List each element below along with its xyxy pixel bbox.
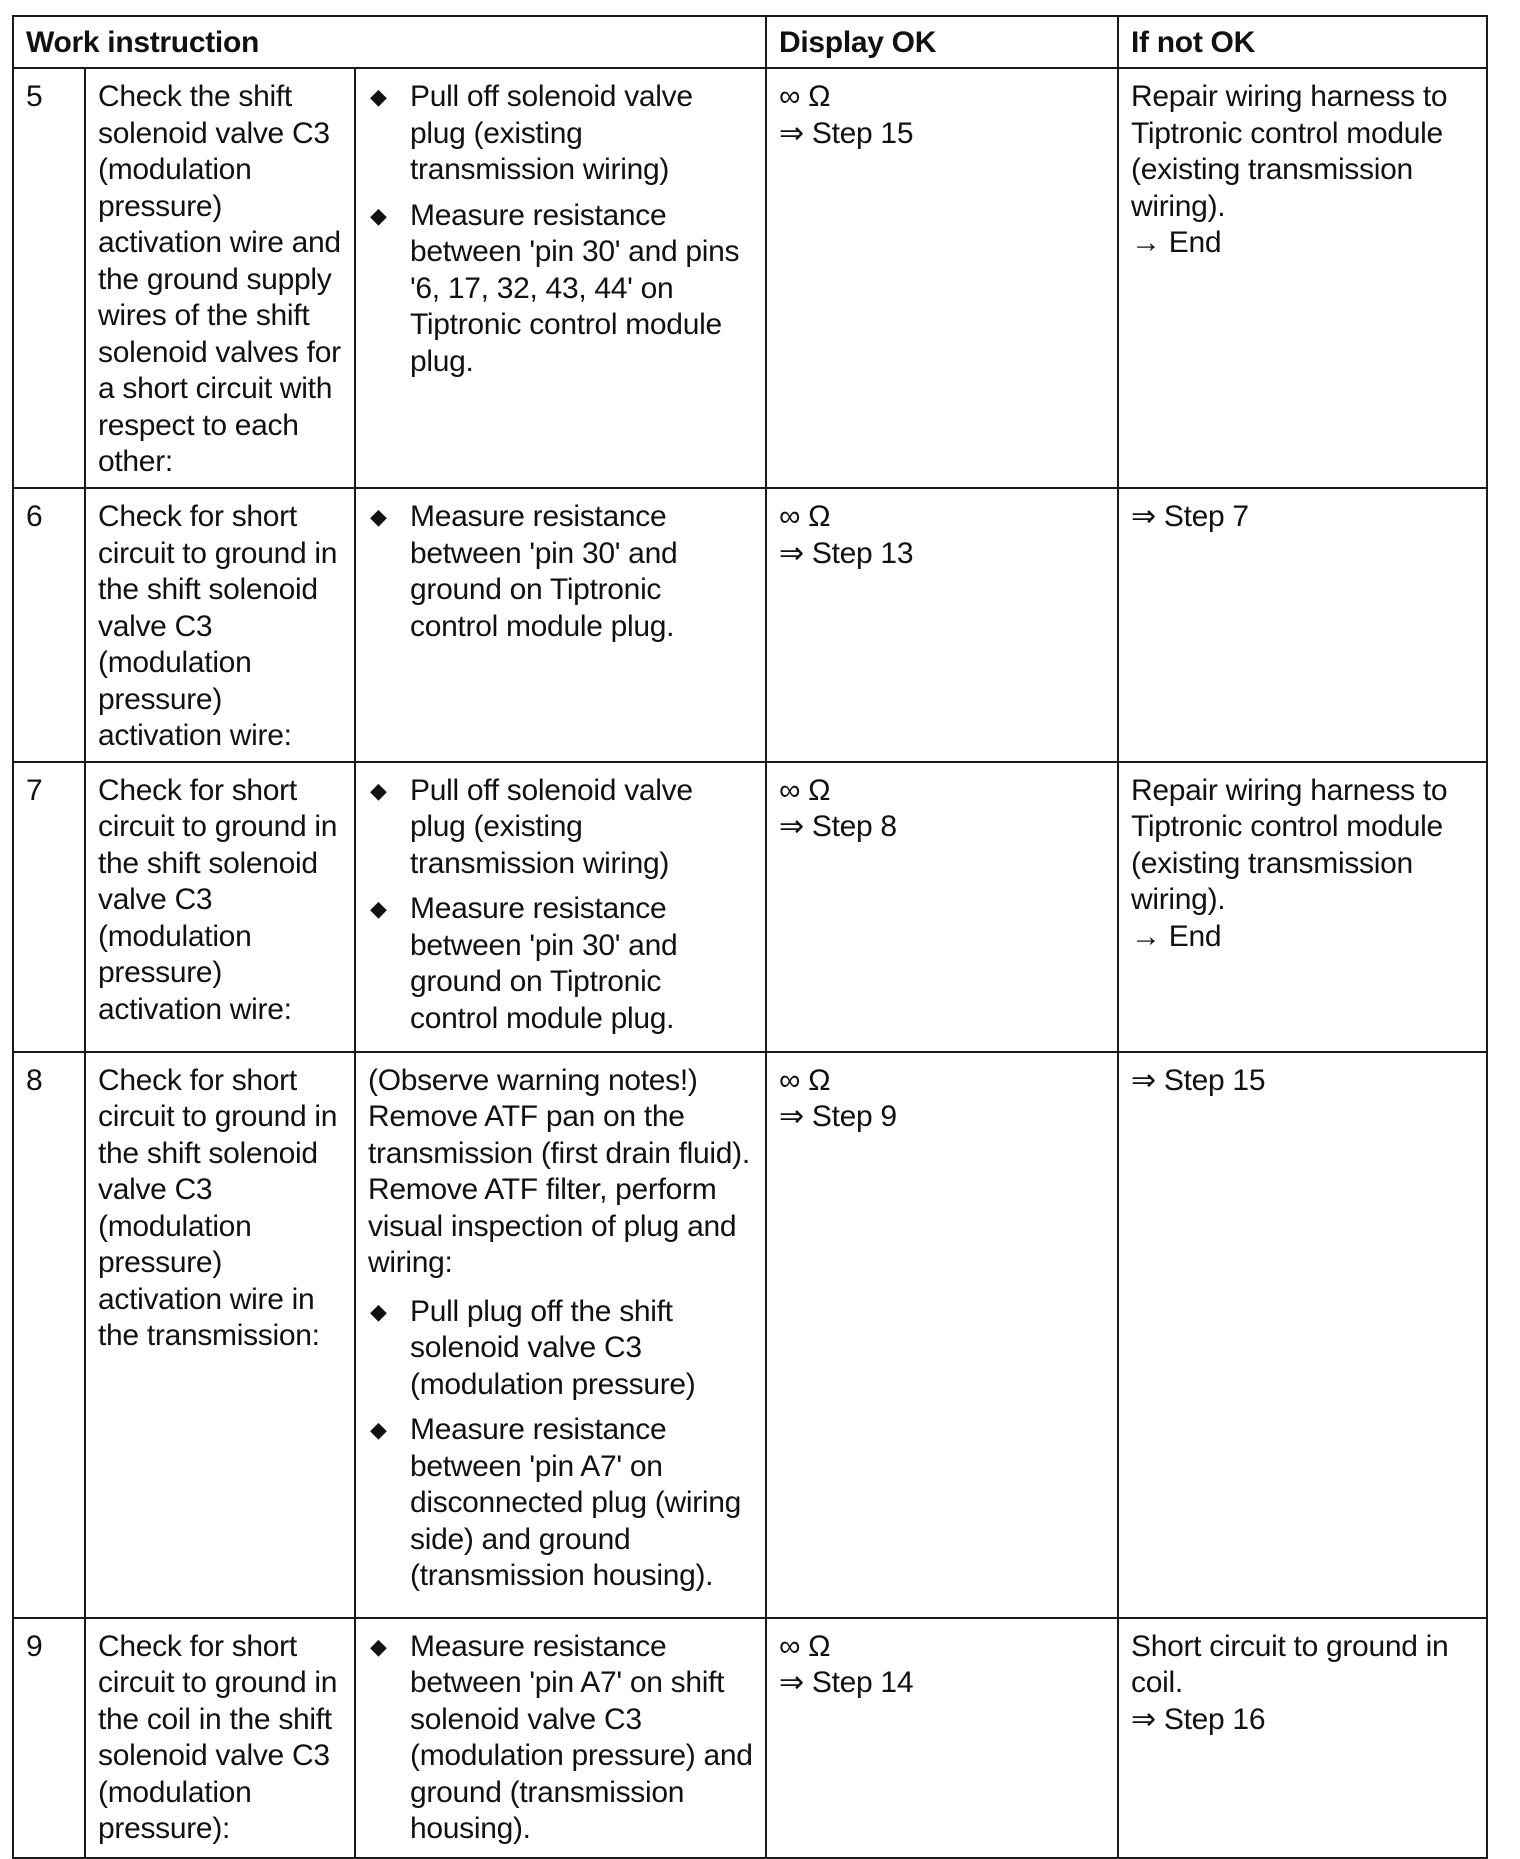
procedure-list xyxy=(368,773,753,1038)
if-not-ok-next-step: → End xyxy=(1131,919,1222,953)
procedure-cell xyxy=(355,1052,766,1618)
display-ok-cell xyxy=(766,68,1118,488)
step-number: 8 xyxy=(13,1052,85,1618)
procedure-list xyxy=(368,499,753,645)
display-ok-next-step: ⇒ Step 15 xyxy=(779,116,914,150)
display-ok-cell xyxy=(766,1052,1118,1618)
table-header-row xyxy=(13,16,1487,68)
procedure-list xyxy=(368,1294,753,1595)
if-not-ok-next-step: ⇒ Step 15 xyxy=(1131,1063,1266,1097)
list-item: ◆ Pull off solenoid valve plug (existing transmission wiring) xyxy=(370,773,693,880)
display-ok-cell xyxy=(766,762,1118,1052)
work-instruction-table xyxy=(12,15,1488,1859)
diamond-bullet-icon: ◆ xyxy=(370,1298,387,1324)
if-not-ok-action: Repair wiring harness to Tiptronic control module (existing transmission wiring). xyxy=(1131,773,1448,916)
step-number: 9 xyxy=(13,1618,85,1858)
if-not-ok-cell xyxy=(1118,1618,1487,1858)
procedure-cell xyxy=(355,762,766,1052)
procedure-list xyxy=(368,79,753,380)
procedure-list xyxy=(368,1629,753,1848)
header-if-not-ok: If not OK xyxy=(1118,16,1487,68)
display-ok-next-step: ⇒ Step 14 xyxy=(779,1666,914,1699)
work-instruction-page xyxy=(12,15,1488,1859)
if-not-ok-next-step: ⇒ Step 7 xyxy=(1131,500,1249,533)
list-item: ◆ Measure resistance between 'pin 30' and ground on Tiptronic control module plug. xyxy=(370,500,678,643)
if-not-ok-cell xyxy=(1118,488,1487,762)
if-not-ok-next-step: → End xyxy=(1131,226,1222,259)
display-ok-value: ∞ Ω xyxy=(779,500,831,533)
list-item: ◆ Measure resistance between 'pin 30' and pins '6, 17, 32, 43, 44' on Tiptronic control module plug. xyxy=(370,198,740,378)
display-ok-value: ∞ Ω xyxy=(779,80,831,113)
display-ok-value: ∞ Ω xyxy=(779,1629,831,1663)
diamond-bullet-icon: ◆ xyxy=(370,1417,387,1442)
procedure-cell xyxy=(355,1618,766,1858)
diamond-bullet-icon: ◆ xyxy=(370,1633,387,1659)
list-item: ◆ Pull off solenoid valve plug (existing transmission wiring) xyxy=(370,80,693,186)
display-ok-cell xyxy=(766,1618,1118,1858)
list-item: ◆ Pull plug off the shift solenoid valve C3 (modulation pressure) xyxy=(370,1294,696,1401)
procedure-intro: (Observe warning notes!) Remove ATF pan on the transmission (first drain fluid). Remove ATF filter, perform visual inspection of plug and wiring: xyxy=(368,1063,750,1279)
diamond-bullet-icon: ◆ xyxy=(370,202,387,228)
if-not-ok-action: Repair wiring harness to Tiptronic control module (existing transmission wiring). xyxy=(1131,80,1448,223)
table-row xyxy=(13,488,1487,762)
if-not-ok-next-step: ⇒ Step 16 xyxy=(1131,1702,1266,1736)
header-work-instruction: Work instruction xyxy=(13,16,766,68)
procedure-cell xyxy=(355,488,766,762)
display-ok-value: ∞ Ω xyxy=(779,1063,831,1097)
display-ok-next-step: ⇒ Step 8 xyxy=(779,810,897,843)
list-item: ◆ Measure resistance between 'pin A7' on shift solenoid valve C3 (modulation pressure) and ground (transmission housing). xyxy=(370,1629,753,1845)
if-not-ok-cell xyxy=(1118,762,1487,1052)
check-description: Check for short circuit to ground in the shift solenoid valve C3 (modulation pressure) activation wire in the transmission: xyxy=(85,1052,355,1618)
table-row xyxy=(13,68,1487,488)
diamond-bullet-icon: ◆ xyxy=(370,896,387,921)
check-description: Check the shift solenoid valve C3 (modulation pressure) activation wire and the ground supply wires of the shift solenoid valves for a short circuit with respect to each other: xyxy=(85,68,355,488)
display-ok-next-step: ⇒ Step 9 xyxy=(779,1100,897,1133)
table-row xyxy=(13,1618,1487,1858)
diamond-bullet-icon: ◆ xyxy=(370,777,387,803)
if-not-ok-cell xyxy=(1118,68,1487,488)
display-ok-cell xyxy=(766,488,1118,762)
check-description: Check for short circuit to ground in the shift solenoid valve C3 (modulation pressure) activation wire: xyxy=(85,488,355,762)
display-ok-next-step: ⇒ Step 13 xyxy=(779,536,914,570)
diamond-bullet-icon: ◆ xyxy=(370,504,387,529)
check-description: Check for short circuit to ground in the coil in the shift solenoid valve C3 (modulation pressure): xyxy=(85,1618,355,1858)
display-ok-value: ∞ Ω xyxy=(779,773,831,807)
diamond-bullet-icon: ◆ xyxy=(370,84,387,109)
step-number: 7 xyxy=(13,762,85,1052)
table-row xyxy=(13,1052,1487,1618)
if-not-ok-action: Short circuit to ground in coil. xyxy=(1131,1629,1449,1699)
if-not-ok-cell xyxy=(1118,1052,1487,1618)
list-item: ◆ Measure resistance between 'pin 30' and ground on Tiptronic control module plug. xyxy=(370,892,678,1035)
check-description: Check for short circuit to ground in the shift solenoid valve C3 (modulation pressure) activation wire: xyxy=(85,762,355,1052)
header-display-ok: Display OK xyxy=(766,16,1118,68)
table-row xyxy=(13,762,1487,1052)
step-number: 5 xyxy=(13,68,85,488)
list-item: ◆ Measure resistance between 'pin A7' on disconnected plug (wiring side) and ground (transmission housing). xyxy=(370,1413,742,1592)
step-number: 6 xyxy=(13,488,85,762)
procedure-cell xyxy=(355,68,766,488)
